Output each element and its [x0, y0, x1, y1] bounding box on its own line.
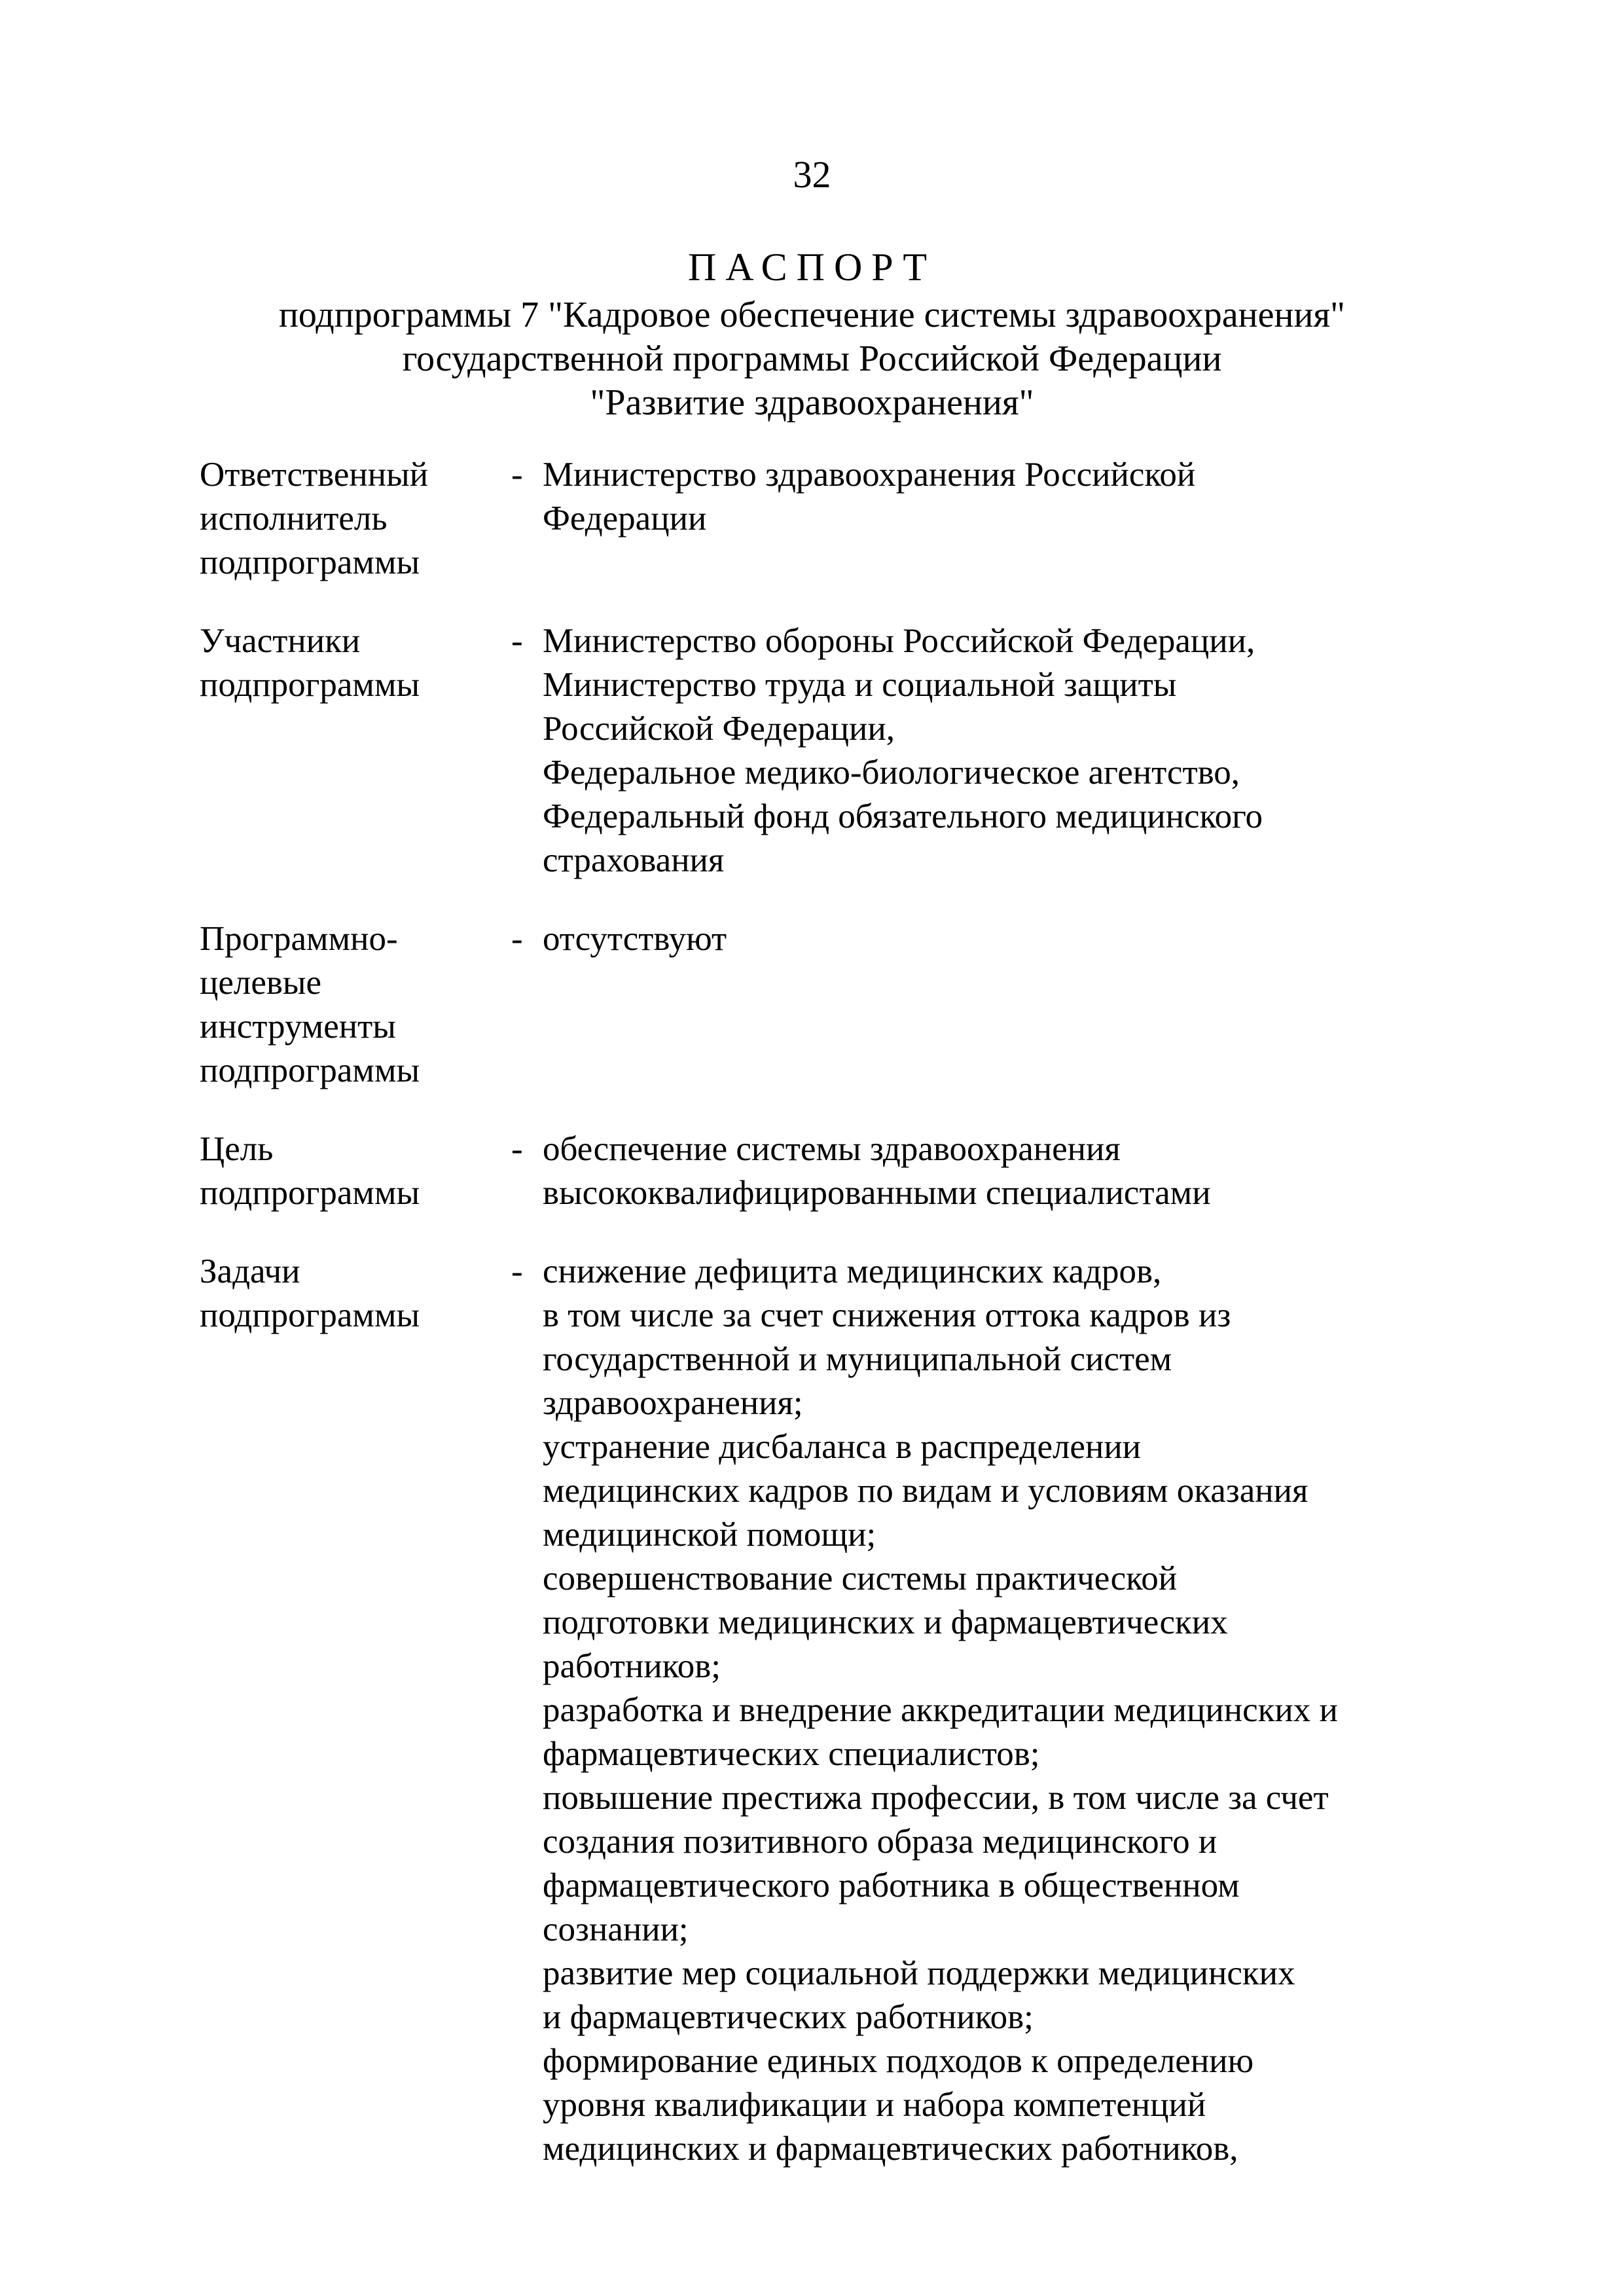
value-line: Министерство обороны Российской Федерации,: [543, 622, 1255, 660]
value-line: Федеральный фонд обязательного медицинского: [543, 797, 1263, 835]
value-line: медицинских и фармацевтических работников,: [543, 2130, 1238, 2168]
value-line: отсутствуют: [543, 920, 727, 958]
passport-row-responsible-executor: [200, 453, 1509, 585]
row-label: [200, 619, 497, 707]
value-line: и фармацевтических работников;: [543, 1998, 1034, 2036]
value-line: медицинских кадров по видам и условиям оказания: [543, 1472, 1308, 1510]
value-line: в том числе за счет снижения оттока кадров из: [543, 1296, 1231, 1334]
label-line: Участники: [200, 622, 361, 660]
subtitle-line: государственной программы Российской Федерации: [402, 338, 1222, 379]
passport-row-tasks: [200, 1250, 1509, 2171]
row-label: [200, 917, 497, 1093]
value-line: совершенствование системы практической: [543, 1559, 1178, 1597]
label-line: исполнитель: [200, 500, 388, 538]
row-dash: -: [511, 622, 523, 660]
value-line: повышение престижа профессии, в том числе за счет: [543, 1779, 1329, 1817]
label-line: подпрограммы: [200, 1296, 420, 1334]
label-line: целевые: [200, 964, 322, 1002]
value-line: разработка и внедрение аккредитации медицинских и: [543, 1691, 1338, 1729]
page-number: 32: [793, 153, 831, 196]
subtitle-line: "Развитие здравоохранения": [590, 382, 1034, 423]
row-value: [543, 1127, 1446, 1215]
row-label: [200, 453, 497, 585]
value-line: фармацевтических специалистов;: [543, 1735, 1040, 1773]
row-label: [200, 1127, 497, 1215]
value-line: Министерство здравоохранения Российской: [543, 456, 1196, 494]
value-line: подготовки медицинских и фармацевтических: [543, 1603, 1228, 1641]
label-line: подпрограммы: [200, 1174, 420, 1212]
row-dash: -: [511, 1252, 523, 1290]
value-line: Министерство труда и социальной защиты: [543, 666, 1177, 704]
label-line: Цель: [200, 1130, 274, 1168]
value-line: Федерации: [543, 500, 707, 538]
row-dash: -: [511, 1130, 523, 1168]
value-line: государственной и муниципальной систем: [543, 1340, 1172, 1378]
value-line: здравоохранения;: [543, 1384, 803, 1422]
label-line: Задачи: [200, 1252, 300, 1290]
label-line: подпрограммы: [200, 1051, 420, 1089]
value-line: сознании;: [543, 1910, 689, 1948]
label-line: инструменты: [200, 1008, 396, 1046]
value-line: формирование единых подходов к определению: [543, 2042, 1254, 2080]
label-line: Программно-: [200, 920, 398, 958]
value-line: страхования: [543, 841, 725, 879]
passport-row-program-tools: [200, 917, 1509, 1093]
value-line: медицинской помощи;: [543, 1516, 876, 1554]
value-line: устранение дисбаланса в распределении: [543, 1428, 1142, 1466]
row-dash: -: [511, 456, 523, 494]
label-line: подпрограммы: [200, 666, 420, 704]
passport-table: [200, 453, 1509, 2171]
row-value: [543, 1250, 1446, 2171]
passport-row-participants: [200, 619, 1509, 883]
value-line: обеспечение системы здравоохранения: [543, 1130, 1121, 1168]
value-line: Российской Федерации,: [543, 710, 895, 748]
value-line: развитие мер социальной поддержки медицинских: [543, 1954, 1295, 1992]
subtitle-line: подпрограммы 7 "Кадровое обеспечение системы здравоохранения": [278, 295, 1346, 335]
value-line: Федеральное медико-биологическое агентство,: [543, 754, 1240, 792]
row-label: [200, 1250, 497, 1338]
label-line: подпрограммы: [200, 543, 420, 581]
label-line: Ответственный: [200, 456, 429, 494]
value-line: снижение дефицита медицинских кадров,: [543, 1252, 1162, 1290]
row-value: [543, 917, 1446, 961]
row-dash: -: [511, 920, 523, 958]
row-value: [543, 453, 1446, 541]
value-line: работников;: [543, 1647, 721, 1685]
row-value: [543, 619, 1446, 883]
passport-row-goal: [200, 1127, 1509, 1215]
value-line: создания позитивного образа медицинского и: [543, 1823, 1218, 1861]
value-line: фармацевтического работника в общественном: [543, 1867, 1240, 1904]
document-header: [0, 241, 1624, 425]
value-line: высококвалифицированными специалистами: [543, 1174, 1211, 1212]
document-title: ПАСПОРТ: [687, 246, 937, 289]
value-line: уровня квалификации и набора компетенций: [543, 2086, 1206, 2124]
